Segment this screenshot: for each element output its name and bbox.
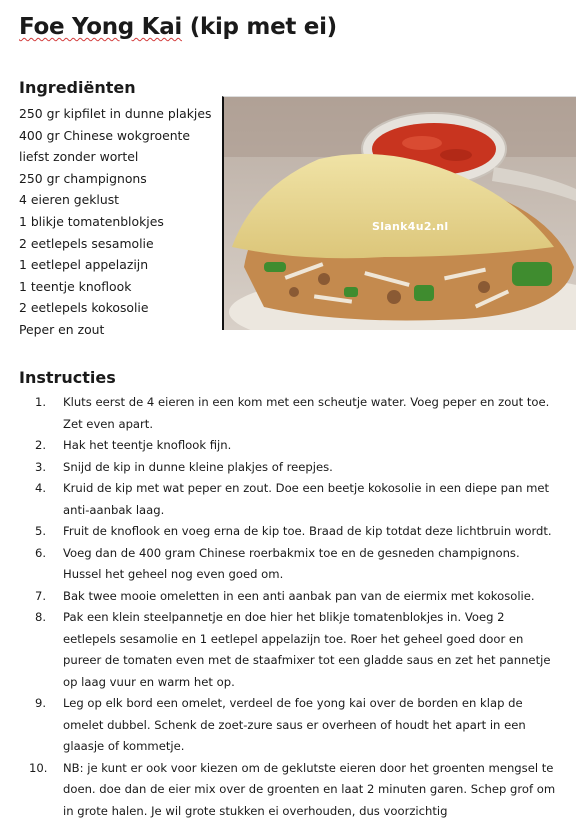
ingredient-item: 1 teentje knoflook <box>19 276 219 298</box>
instruction-step <box>20 521 560 543</box>
step-text: Kluts eerst de 4 eieren in een kom met een scheutje water. Voeg peper en zout toe. Zet even apart. <box>63 395 549 431</box>
instruction-step <box>20 586 560 608</box>
ingredient-item: 250 gr kipfilet in dunne plakjes <box>19 103 219 125</box>
ingredient-item: Peper en zout <box>19 319 219 341</box>
step-number: 7. <box>35 586 46 608</box>
recipe-title-main: Foe Yong Kai <box>19 14 182 40</box>
recipe-photo <box>222 96 576 330</box>
photo-watermark: Slank4u2.nl <box>372 220 448 233</box>
recipe-title-sub: (kip met ei) <box>190 14 337 40</box>
step-text: Voeg dan de 400 gram Chinese roerbakmix toe en de gesneden champignons. Hussel het geheel nog even goed om. <box>63 546 520 582</box>
step-number: 8. <box>35 607 46 629</box>
step-number: 2. <box>35 435 46 457</box>
ingredient-item: 1 eetlepel appelazijn <box>19 254 219 276</box>
ingredient-item: 1 blikje tomatenblokjes <box>19 211 219 233</box>
step-number: 3. <box>35 457 46 479</box>
instruction-step <box>20 457 560 479</box>
step-text: Snijd de kip in dunne kleine plakjes of reepjes. <box>63 460 333 474</box>
omelet-illustration <box>224 97 576 330</box>
instructions-list <box>20 392 560 822</box>
step-number: 10. <box>29 758 47 780</box>
instruction-step <box>20 392 560 435</box>
instruction-step <box>20 478 560 521</box>
instruction-step <box>20 758 560 822</box>
step-text: Hak het teentje knoflook fijn. <box>63 438 231 452</box>
ingredients-list <box>19 103 219 341</box>
ingredient-item: 2 eetlepels sesamolie <box>19 233 219 255</box>
step-text: NB: je kunt er ook voor kiezen om de geklutste eieren door het groenten mengsel te doen. doe dan de eier mix over de groenten en laat 2 minuten garen. Schep grof om in grote halen. Je wil grote stukken ei overhouden, dus voorzichtig <box>63 761 555 818</box>
ingredients-heading: Ingrediënten <box>19 78 136 97</box>
ingredient-item: 400 gr Chinese wokgroente liefst zonder wortel <box>19 125 219 168</box>
step-text: Pak een klein steelpannetje en doe hier het blikje tomatenblokjes in. Voeg 2 eetlepels sesamolie en 1 eetlepel appelazijn toe. Roer het geheel goed door en pureer de tomaten even met de staafmixer tot een gladde saus en zet het pannetje op laag vuur en warm het op. <box>63 610 550 689</box>
step-number: 5. <box>35 521 46 543</box>
ingredient-item: 4 eieren geklust <box>19 189 219 211</box>
instruction-step <box>20 607 560 693</box>
instruction-step <box>20 435 560 457</box>
recipe-title <box>19 14 337 40</box>
step-text: Fruit de knoflook en voeg erna de kip toe. Braad de kip totdat deze lichtbruin wordt. <box>63 524 552 538</box>
instruction-step <box>20 543 560 586</box>
step-text: Bak twee mooie omeletten in een anti aanbak pan van de eiermix met kokosolie. <box>63 589 535 603</box>
ingredient-item: 2 eetlepels kokosolie <box>19 297 219 319</box>
step-number: 9. <box>35 693 46 715</box>
step-number: 1. <box>35 392 46 414</box>
instruction-step <box>20 693 560 758</box>
step-text: Kruid de kip met wat peper en zout. Doe een beetje kokosolie in een diepe pan met anti-aanbak laag. <box>63 481 549 517</box>
ingredient-item: 250 gr champignons <box>19 168 219 190</box>
instructions-heading: Instructies <box>19 368 116 387</box>
step-number: 6. <box>35 543 46 565</box>
step-number: 4. <box>35 478 46 500</box>
step-text: Leg op elk bord een omelet, verdeel de foe yong kai over de borden en klap de omelet dubbel. Schenk de zoet-zure saus er overheen of houdt het apart in een glaasje of kommetje. <box>63 696 526 753</box>
